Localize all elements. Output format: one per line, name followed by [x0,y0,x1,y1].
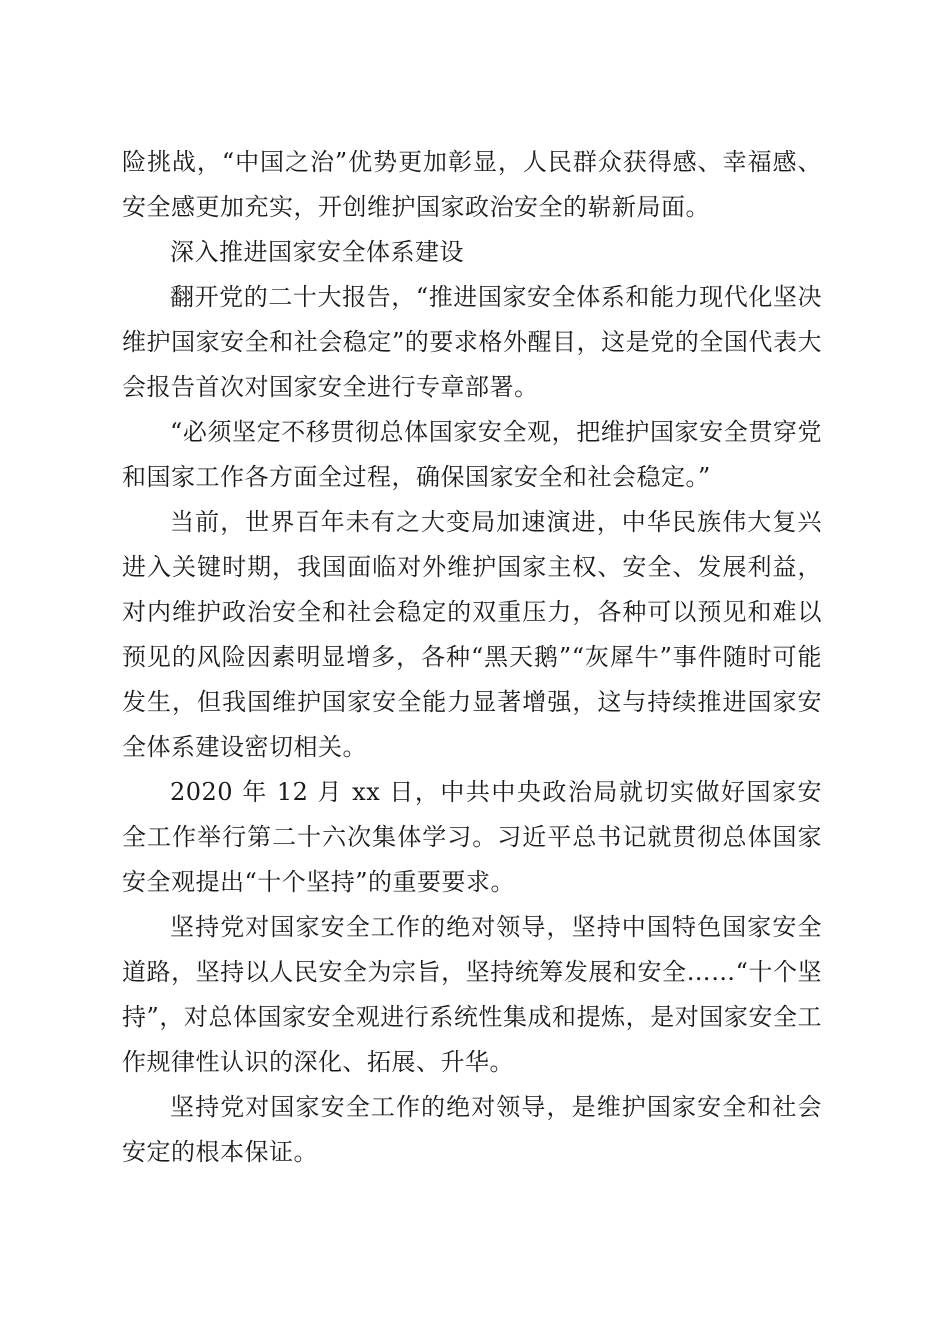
paragraph: 当前，世界百年未有之大变局加速演进，中华民族伟大复兴进入关键时期，我国面临对外维护国家主权、安全、发展利益，对内维护政治安全和社会稳定的双重压力，各种可以预见和难以预见的风险因素明显增多，各种“黑天鹅”“灰犀牛”事件随时可能发生，但我国维护国家安全能力显著增强，这与持续推进国家安全体系建设密切相关。 [122,508,822,761]
paragraph-continuation: 险挑战，“中国之治”优势更加彰显，人民群众获得感、幸福感、安全感更加充实，开创维护国家政治安全的崭新局面。 [122,148,822,221]
paragraph-quote: “必须坚定不移贯彻总体国家安全观，把维护国家安全贯穿党和国家工作各方面全过程，确保国家安全和社会稳定。” [122,418,822,491]
document-body [122,140,822,1175]
section-heading: 深入推进国家安全体系建设 [170,238,464,266]
paragraph: 翻开党的二十大报告，“推进国家安全体系和能力现代化坚决维护国家安全和社会稳定”的要求格外醒目，这是党的全国代表大会报告首次对国家安全进行专章部署。 [122,283,822,401]
paragraph: 坚持党对国家安全工作的绝对领导，是维护国家安全和社会安定的根本保证。 [122,1093,822,1166]
paragraph: 坚持党对国家安全工作的绝对领导，坚持中国特色国家安全道路，坚持以人民安全为宗旨，坚持统筹发展和安全……“十个坚持”，对总体国家安全观进行系统性集成和提炼，是对国家安全工作规律性认识的深化、拓展、升华。 [122,913,822,1076]
paragraph: 2020 年 12 月 xx 日，中共中央政治局就切实做好国家安全工作举行第二十六次集体学习。习近平总书记就贯彻总体国家安全观提出“十个坚持”的重要要求。 [122,778,822,896]
